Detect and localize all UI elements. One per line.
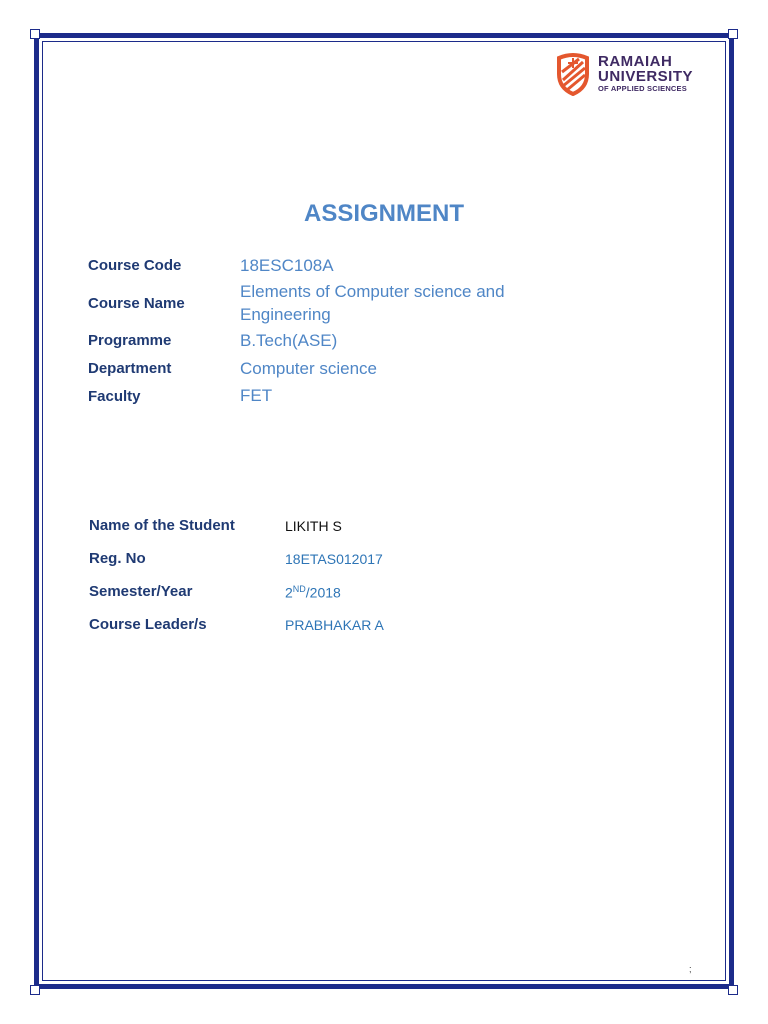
university-logo	[553, 50, 713, 100]
course-code-label: Course Code	[88, 257, 182, 274]
course-leader-value: PRABHAKAR A	[285, 617, 384, 633]
footnote-mark: ;	[689, 964, 692, 974]
department-value: Computer science	[240, 359, 378, 378]
faculty-label: Faculty	[88, 388, 141, 405]
semester-year-label: Semester/Year	[89, 583, 193, 600]
faculty-value: FET	[240, 386, 273, 405]
programme-label: Programme	[88, 332, 172, 349]
reg-no-value: 18ETAS012017	[285, 551, 383, 567]
logo-text-university: UNIVERSITY	[598, 68, 694, 85]
course-leader-label: Course Leader/s	[89, 616, 207, 633]
semester-year: /2018	[305, 584, 341, 601]
department-label: Department	[88, 360, 172, 377]
course-name-value-line1: Elements of Computer science and	[240, 282, 505, 301]
border-corner-top-right	[728, 29, 738, 39]
page-title: ASSIGNMENT	[303, 200, 464, 227]
page-border-inner	[42, 41, 726, 981]
course-name-value-line2: Engineering	[240, 305, 331, 324]
semester-number: 2	[285, 584, 293, 601]
logo-text-ramaiah: RAMAIAH	[598, 53, 673, 70]
border-corner-bottom-left	[30, 985, 40, 995]
programme-value: B.Tech(ASE)	[240, 331, 338, 350]
border-corner-bottom-right	[728, 985, 738, 995]
course-code-value: 18ESC108A	[240, 256, 334, 275]
course-name-label: Course Name	[88, 295, 185, 312]
student-name-label: Name of the Student	[89, 517, 235, 534]
reg-no-label: Reg. No	[89, 550, 146, 567]
semester-ordinal-suffix: ND	[292, 584, 306, 594]
student-name-value: LIKITH S	[285, 518, 342, 534]
semester-year-value	[285, 584, 341, 601]
university-emblem-icon	[553, 50, 593, 96]
logo-text-applied-sciences: OF APPLIED SCIENCES	[598, 84, 687, 93]
border-corner-top-left	[30, 29, 40, 39]
